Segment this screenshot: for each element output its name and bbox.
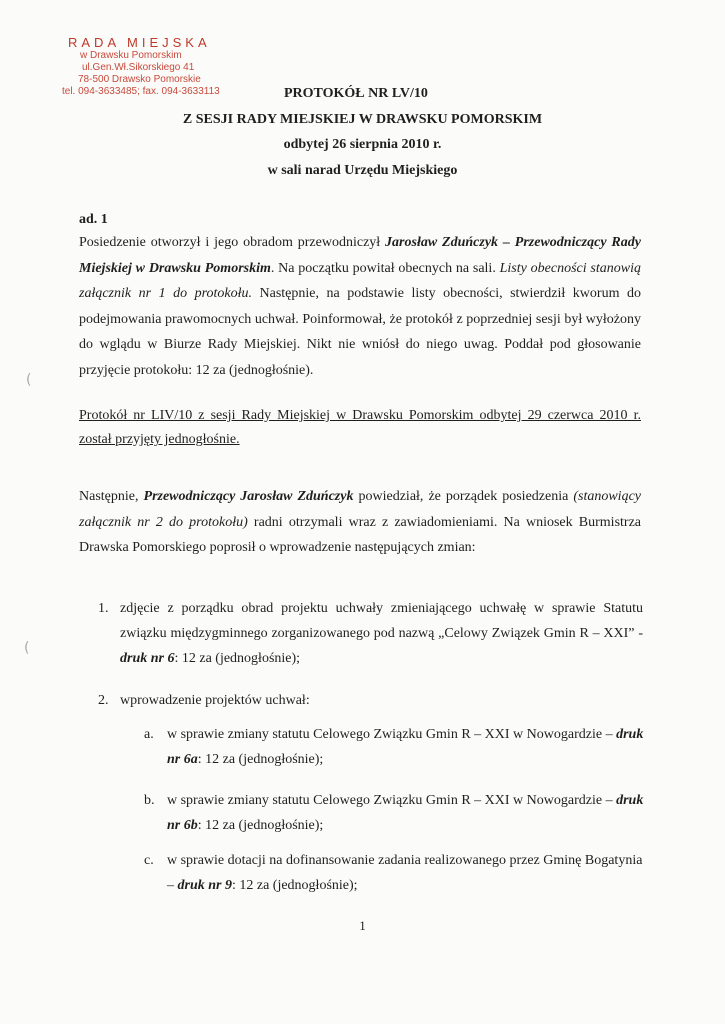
print-ref: druk nr 9 <box>177 878 232 893</box>
scan-mark: ( <box>26 372 32 388</box>
doc-subtitle: Z SESJI RADY MIEJSKIEJ W DRAWSKU POMORSKIM <box>182 112 543 127</box>
paragraph-minutes-accepted <box>79 404 641 452</box>
text-run: Następnie, <box>79 489 144 504</box>
print-ref: druk nr 6b <box>167 793 644 833</box>
text-run: w sprawie dotacji na dofinansowanie zadania realizowanego przez Gminę Bogatynia – <box>167 853 643 893</box>
list-item <box>98 596 643 671</box>
text-run: radni otrzymali wraz z zawiadomieniami. Na wniosek Burmistrza Drawska Pomorskiego poprosił o wprowadzenie następujących zmian: <box>79 514 641 556</box>
attachment-note: Listy obecności stanowią załącznik nr 1 do protokołu. <box>79 260 641 302</box>
text-run: : 12 za (jednogłośnie); <box>231 878 358 893</box>
text-run: : 12 za (jednogłośnie); <box>197 818 324 833</box>
text-run: : 12 za (jednogłośnie); <box>197 752 324 767</box>
attachment-note: (stanowiący załącznik nr 2 do protokołu) <box>79 489 641 530</box>
text-run: . Na początku powitał obecnych na sali. <box>270 260 500 276</box>
underlined-text: Protokół nr LIV/10 z sesji Rady Miejskiej w Drawsku Pomorskim odbytej 29 czerwca 2010 r. został przyjęty jednogłośnie. <box>79 408 641 447</box>
text-run: wprowadzenie projektów uchwał: <box>120 693 310 708</box>
doc-date: odbytej 26 sierpnia 2010 r. <box>283 137 442 152</box>
chairman-name: Przewodniczący Jarosław Zduńczyk <box>143 489 354 504</box>
item-letter: c. <box>144 853 154 868</box>
stamp-line: 78-500 Drawsko Pomorskie <box>78 74 201 85</box>
doc-title: PROTOKÓŁ NR LV/10 <box>284 86 428 101</box>
sub-list-item <box>144 722 644 772</box>
text-run: zdjęcie z porządku obrad projektu uchwały zmieniającego uchwałę w sprawie Statutu związku międzygminnego zorganizowanego pod nazwą „Celowy Związek Gmin R – XXI” - <box>120 601 643 641</box>
paragraph-opening <box>79 230 641 384</box>
text-run: w sprawie zmiany statutu Celowego Związku Gmin R – XXI w Nowogardzie – <box>167 727 617 742</box>
sub-list-item <box>144 788 644 838</box>
item-number: 1. <box>98 601 109 616</box>
section-heading: ad. 1 <box>79 212 108 227</box>
council-stamp <box>62 36 220 98</box>
text-run: Posiedzenie otworzył i jego obradom przewodniczył <box>79 235 386 250</box>
stamp-line: w Drawsku Pomorskim <box>80 50 182 61</box>
item-number: 2. <box>98 693 109 708</box>
chairman-name: Jarosław Zduńczyk – Przewodniczący Rady Miejskiej w Drawsku Pomorskim <box>79 235 641 276</box>
stamp-line: ul.Gen.Wł.Sikorskiego 41 <box>82 62 195 73</box>
item-letter: a. <box>144 727 154 742</box>
print-ref: druk nr 6 <box>120 651 175 666</box>
doc-place: w sali narad Urzędu Miejskiego <box>267 163 458 178</box>
sub-list-item <box>144 848 644 898</box>
text-run: w sprawie zmiany statutu Celowego Związku Gmin R – XXI w Nowogardzie – <box>167 793 617 808</box>
text-run: : 12 za (jednogłośnie); <box>174 651 301 666</box>
stamp-line: tel. 094-3633485; fax. 094-3633113 <box>62 86 220 97</box>
stamp-org: RADA MIEJSKA <box>68 35 211 50</box>
item-letter: b. <box>144 793 155 808</box>
page-number: 1 <box>359 918 366 933</box>
paragraph-agenda <box>79 484 641 561</box>
text-run: Następnie, na podstawie listy obecności, stwierdził kworum do podejmowania prawomocnych uchwał. Poinformował, że protokół z poprzedniej sesji był wyłożony do wglądu w Biurze Rady Miejskiej. Nikt nie wniósł do niego uwag. Poddał pod głosowanie przyjęcie protokołu: 12 za (jednogłośnie). <box>79 286 641 378</box>
scan-mark: ( <box>24 640 30 656</box>
list-item <box>98 688 643 713</box>
text-run: powiedział, że porządek posiedzenia <box>353 489 574 504</box>
print-ref: druk nr 6a <box>167 727 644 767</box>
